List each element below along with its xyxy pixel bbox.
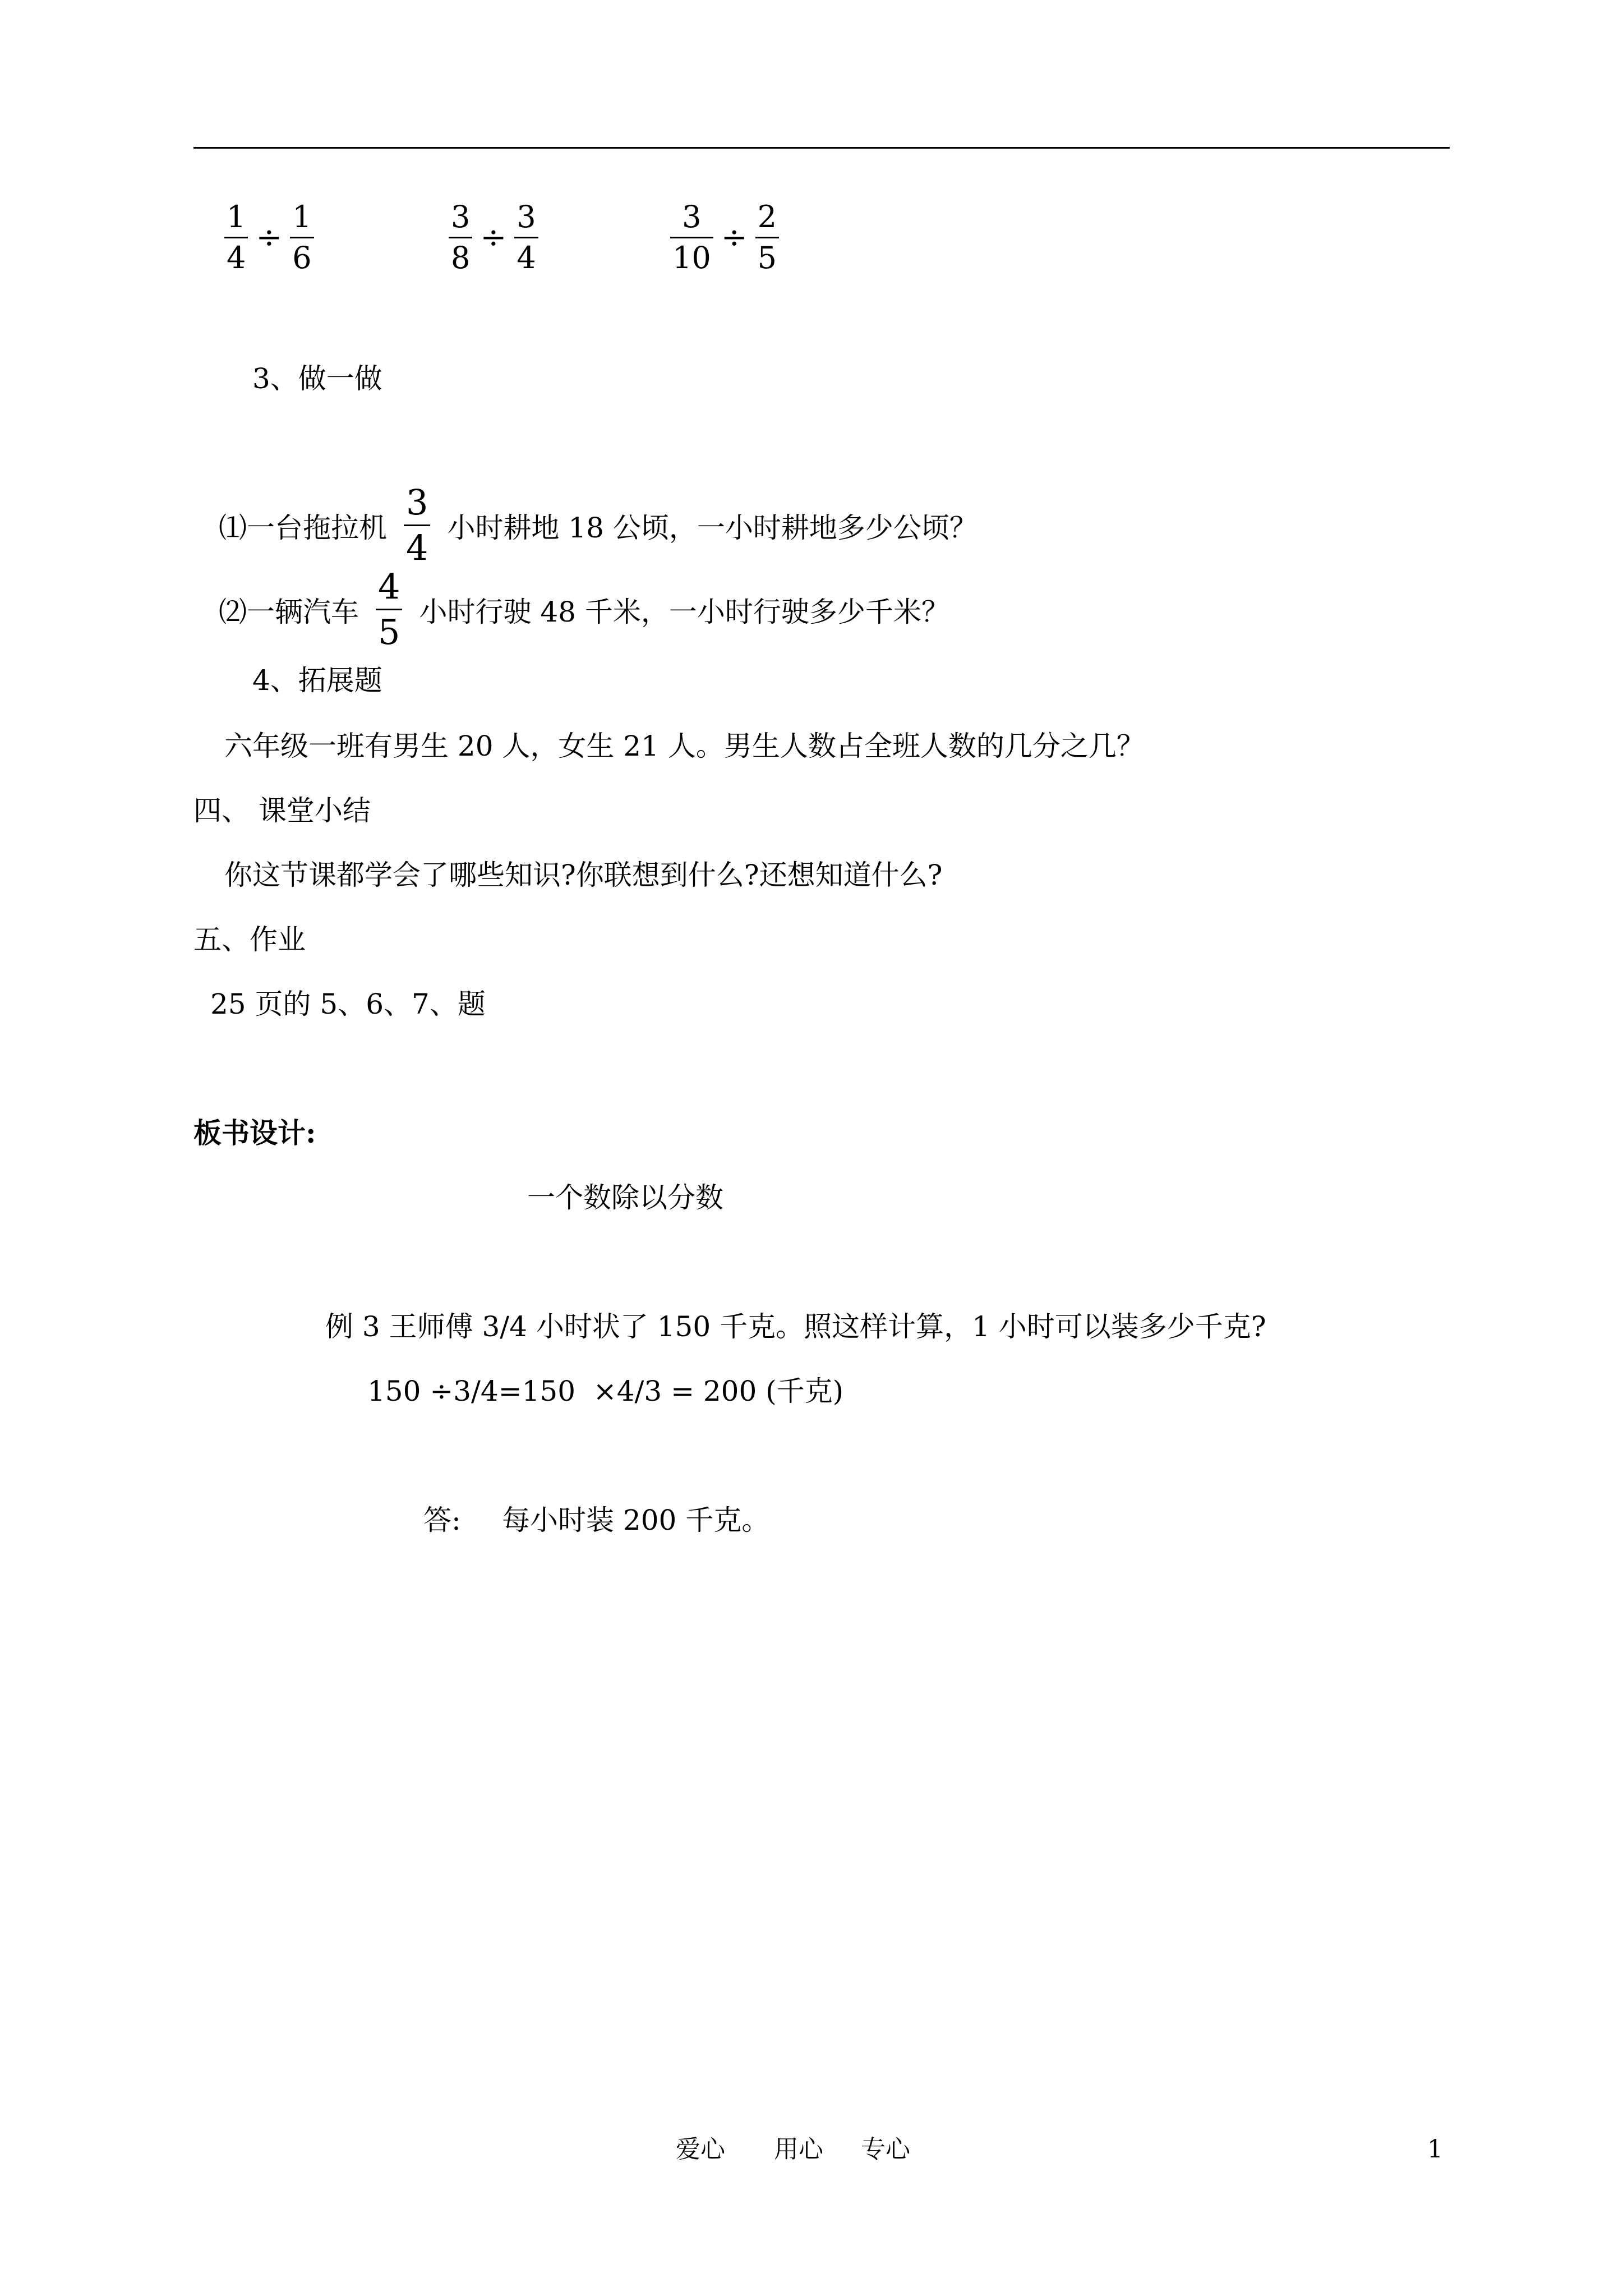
problem-2-suffix: 小时行驶 48 千米，一小时行驶多少千米？ (419, 595, 949, 628)
numerator: 2 (757, 199, 777, 234)
numerator: 3 (451, 199, 471, 234)
denominator: 4 (227, 240, 246, 275)
denominator: 6 (292, 240, 312, 275)
exercise-1 (224, 199, 314, 275)
denominator: 5 (378, 611, 400, 652)
numerator: 3 (406, 482, 428, 523)
divide-sign: ÷ (480, 219, 507, 256)
divide-sign: ÷ (256, 219, 283, 256)
summary-title: 四、 课堂小结 (193, 794, 371, 827)
numerator: 1 (292, 199, 312, 234)
denominator: 4 (517, 240, 536, 275)
fraction (376, 566, 402, 652)
problem-2-prefix: ⑵一辆汽车 (219, 595, 359, 628)
answer-text: 每小时装 200 千克。 (502, 1504, 770, 1536)
denominator: 10 (672, 240, 711, 275)
footer-slogan-1: 爱心 (676, 2135, 725, 2164)
fraction (224, 199, 248, 275)
board-design-title: 板书设计: (193, 1116, 316, 1149)
footer-slogan-2: 用心 (774, 2135, 823, 2164)
section-4-text: 六年级一班有男生 20 人，女生 21 人。男生人数占全班人数的几分之几？ (224, 730, 1145, 762)
fraction (449, 199, 472, 275)
problem-1-suffix: 小时耕地 18 公顷，一小时耕地多少公顷？ (447, 511, 978, 544)
board-example: 例 3 王师傅 3/4 小时状了 150 千克。照这样计算，1 小时可以装多少千克? (325, 1310, 1266, 1343)
denominator: 8 (451, 240, 471, 275)
section-3-title: 3、做一做 (252, 362, 382, 395)
board-topic: 一个数除以分数 (527, 1181, 723, 1214)
problem-1 (219, 482, 978, 568)
exercise-3 (670, 199, 779, 275)
denominator: 5 (757, 240, 777, 275)
page-number: 1 (1427, 2135, 1443, 2164)
fraction (670, 199, 713, 275)
denominator: 4 (406, 527, 428, 568)
fraction (755, 199, 779, 275)
problem-2 (219, 566, 949, 652)
board-equation: 150 ÷3/4=150 ×4/3 = 200 (千克) (367, 1375, 844, 1407)
fraction (404, 482, 430, 568)
numerator: 4 (378, 566, 400, 607)
section-4-title: 4、拓展题 (252, 664, 382, 697)
numerator: 3 (682, 199, 702, 234)
answer-label: 答: (423, 1504, 461, 1536)
header-rule (193, 147, 1450, 149)
homework-text: 25 页的 5、6、7、题 (210, 988, 486, 1020)
divide-sign: ÷ (721, 219, 748, 256)
homework-title: 五、作业 (193, 923, 306, 956)
summary-text: 你这节课都学会了哪些知识?你联想到什么?还想知道什么? (224, 859, 943, 891)
fraction (514, 199, 538, 275)
exercise-2 (449, 199, 538, 275)
footer-slogan-3: 专心 (861, 2135, 910, 2164)
numerator: 1 (227, 199, 246, 234)
numerator: 3 (517, 199, 536, 234)
problem-1-prefix: ⑴一台拖拉机 (219, 511, 387, 544)
fraction (290, 199, 313, 275)
